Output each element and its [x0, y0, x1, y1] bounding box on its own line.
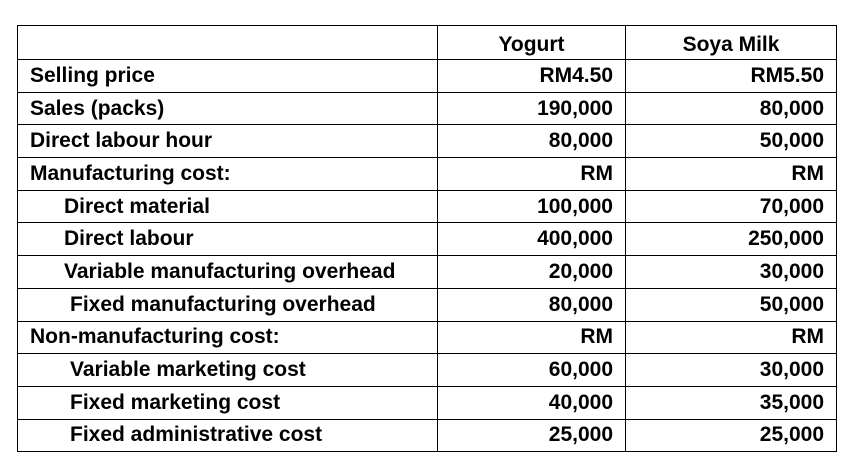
- table-row: [18, 256, 837, 289]
- table-row: [18, 321, 837, 354]
- table-row: [18, 223, 837, 256]
- table-row: [18, 125, 837, 158]
- row-label: Sales (packs): [18, 92, 438, 125]
- table-row: [18, 288, 837, 321]
- soya-milk-value: RM5.50: [626, 60, 837, 93]
- soya-milk-value: 35,000: [626, 386, 837, 419]
- soya-milk-value: 50,000: [626, 288, 837, 321]
- table-row: [18, 92, 837, 125]
- table-row: [18, 190, 837, 223]
- yogurt-value: RM4.50: [438, 60, 626, 93]
- table-row: [18, 60, 837, 93]
- header-row: [18, 26, 837, 60]
- soya-milk-value: RM: [626, 158, 837, 191]
- soya-milk-value: 30,000: [626, 256, 837, 289]
- soya-milk-value: 25,000: [626, 419, 837, 452]
- soya-milk-value: 80,000: [626, 92, 837, 125]
- header-yogurt: Yogurt: [438, 26, 626, 60]
- cost-table-body: [18, 26, 837, 452]
- soya-milk-value: 30,000: [626, 354, 837, 387]
- table-row: [18, 419, 837, 452]
- yogurt-value: 20,000: [438, 256, 626, 289]
- row-label: Variable marketing cost: [18, 354, 438, 387]
- row-label: Fixed marketing cost: [18, 386, 438, 419]
- cost-table: [17, 25, 837, 452]
- row-label: Fixed manufacturing overhead: [18, 288, 438, 321]
- yogurt-value: 80,000: [438, 288, 626, 321]
- yogurt-value: 25,000: [438, 419, 626, 452]
- row-label: Non-manufacturing cost:: [18, 321, 438, 354]
- yogurt-value: RM: [438, 321, 626, 354]
- row-label: Fixed administrative cost: [18, 419, 438, 452]
- header-label-cell: [18, 26, 438, 60]
- table-row: [18, 158, 837, 191]
- soya-milk-value: 50,000: [626, 125, 837, 158]
- soya-milk-value: 250,000: [626, 223, 837, 256]
- yogurt-value: 40,000: [438, 386, 626, 419]
- yogurt-value: RM: [438, 158, 626, 191]
- yogurt-value: 400,000: [438, 223, 626, 256]
- soya-milk-value: 70,000: [626, 190, 837, 223]
- yogurt-value: 60,000: [438, 354, 626, 387]
- row-label: Manufacturing cost:: [18, 158, 438, 191]
- row-label: Direct labour hour: [18, 125, 438, 158]
- row-label: Variable manufacturing overhead: [18, 256, 438, 289]
- row-label: Direct material: [18, 190, 438, 223]
- table-row: [18, 386, 837, 419]
- table-row: [18, 354, 837, 387]
- yogurt-value: 100,000: [438, 190, 626, 223]
- yogurt-value: 80,000: [438, 125, 626, 158]
- yogurt-value: 190,000: [438, 92, 626, 125]
- header-soya-milk: Soya Milk: [626, 26, 837, 60]
- soya-milk-value: RM: [626, 321, 837, 354]
- row-label: Direct labour: [18, 223, 438, 256]
- row-label: Selling price: [18, 60, 438, 93]
